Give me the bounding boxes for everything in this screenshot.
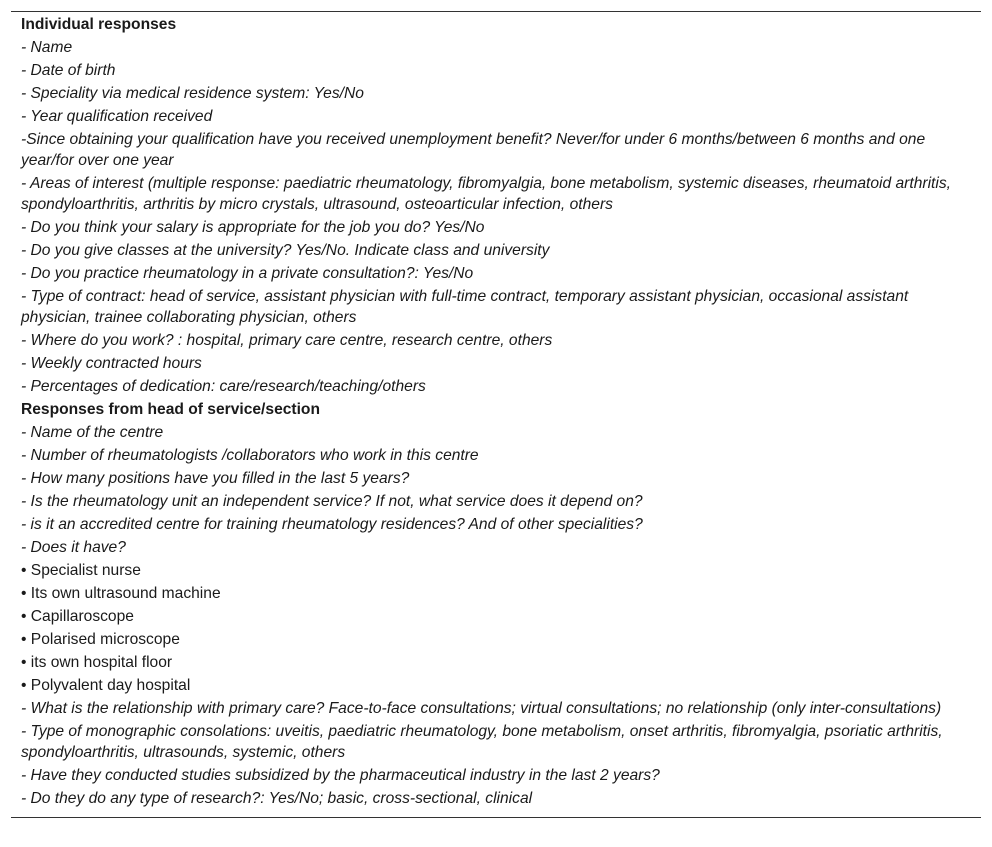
question-item: - Do they do any type of research?: Yes/No; basic, cross-sectional, clinical xyxy=(21,790,533,807)
bullet-item: • Capillaroscope xyxy=(21,608,134,625)
question-item: - Do you practice rheumatology in a private consultation?: Yes/No xyxy=(21,265,474,282)
question-item: - Date of birth xyxy=(21,62,116,79)
question-item: - Do you give classes at the university? Yes/No. Indicate class and university xyxy=(21,242,550,259)
question-item: - Year qualification received xyxy=(21,108,213,125)
bullet-item: • Specialist nurse xyxy=(21,562,141,579)
question-item: - Is the rheumatology unit an independent service? If not, what service does it depend on? xyxy=(21,493,643,510)
bullet-item: • Polyvalent day hospital xyxy=(21,677,191,694)
section-heading-head-of-service: Responses from head of service/section xyxy=(21,401,320,418)
questionnaire-table xyxy=(11,11,981,818)
question-item: - Do you think your salary is appropriate for the job you do? Yes/No xyxy=(21,219,485,236)
question-item: -Since obtaining your qualification have you received unemployment benefit? Never/for under 6 months/between 6 months and one year/for over one year xyxy=(21,131,926,169)
question-item: - Where do you work? : hospital, primary care centre, research centre, others xyxy=(21,332,553,349)
question-item: - Does it have? xyxy=(21,539,126,556)
question-item: - Type of contract: head of service, assistant physician with full-time contract, temporary assistant physician, occasional assistant physician, trainee collaborating physician, others xyxy=(21,288,909,326)
bullet-item: • its own hospital floor xyxy=(21,654,173,671)
bullet-item: • Its own ultrasound machine xyxy=(21,585,221,602)
section-heading-individual: Individual responses xyxy=(21,16,177,33)
question-item: - Areas of interest (multiple response: paediatric rheumatology, fibromyalgia, bone metabolism, systemic diseases, rheumatoid arthritis, spondyloarthritis, arthritis by micro crystals, ultrasound, osteoarticular infection, others xyxy=(21,175,951,213)
question-item: - How many positions have you filled in the last 5 years? xyxy=(21,470,410,487)
question-item: - Name xyxy=(21,39,73,56)
question-item: - Name of the centre xyxy=(21,424,164,441)
question-item: - Speciality via medical residence system: Yes/No xyxy=(21,85,364,102)
question-item: - Weekly contracted hours xyxy=(21,355,202,372)
question-item: - Percentages of dedication: care/research/teaching/others xyxy=(21,378,426,395)
question-item: - Type of monographic consolations: uveitis, paediatric rheumatology, bone metabolism, onset arthritis, fibromyalgia, psoriatic arthritis, spondyloarthritis, ultrasounds, systemic, others xyxy=(21,723,943,761)
bullet-item: • Polarised microscope xyxy=(21,631,180,648)
question-item: - What is the relationship with primary care? Face-to-face consultations; virtual consultations; no relationship (only inter-consultations) xyxy=(21,700,942,717)
question-item: - Number of rheumatologists /collaborators who work in this centre xyxy=(21,447,479,464)
question-item: - Have they conducted studies subsidized by the pharmaceutical industry in the last 2 years? xyxy=(21,767,660,784)
question-item: - is it an accredited centre for training rheumatology residences? And of other specialities? xyxy=(21,516,643,533)
